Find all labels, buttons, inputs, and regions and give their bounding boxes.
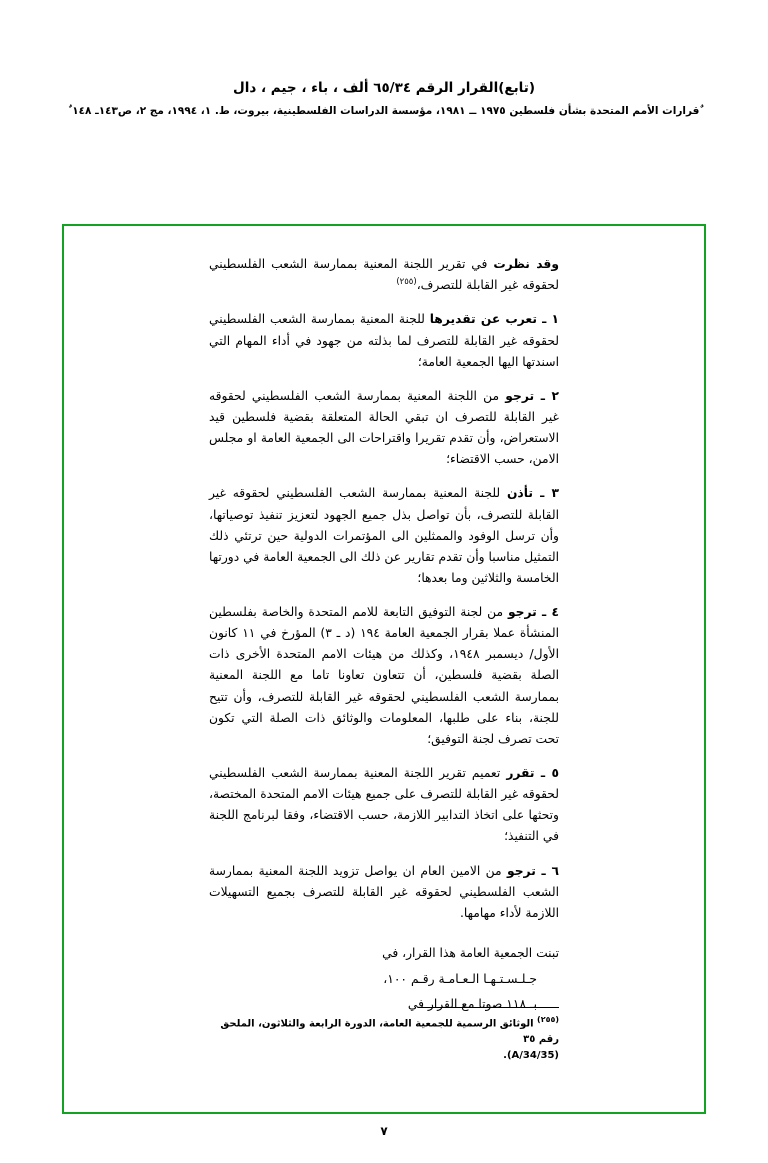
paragraph-item-2-text: من اللجنة المعنية بممارسة الشعب الفلسطيني لحقوقه غير القابلة للتصرف ان تبقي الحالة المتعلقة بقضية فلسطين قيد الاستعراض، وأن تقدم تقريرا واقتراحات الى الجمعية العامة او مجلس الامن، حسب الاقتضاء؛: [209, 388, 559, 467]
paragraph-intro: [209, 254, 559, 296]
content-frame: [62, 224, 706, 1114]
paragraph-intro-lead: وقد نظرت: [493, 257, 559, 271]
paragraph-item-1: [209, 309, 559, 372]
paragraph-item-3: [209, 483, 559, 589]
paragraph-item-5-text: تعميم تقرير اللجنة المعنية بممارسة الشعب الفلسطيني لحقوقه غير القابلة للتصرف على جميع هيئات الامم المتحدة المختصة، وتحثها على اتخاذ التدابير اللازمة، حسب الاقتضاء، وفقا لبرنامج اللجنة في التنفيذ؛: [209, 766, 559, 844]
page-title: (تابع)القرار الرقم ٦٥/٣٤ ألف ، باء ، جيم ، دال: [233, 80, 535, 96]
paragraph-item-5-lead: ٥ ـ تقرر: [506, 766, 559, 781]
paragraph-item-6-lead: ٦ ـ ترجو: [506, 863, 559, 878]
paragraph-item-1-text: للجنة المعنية بممارسة الشعب الفلسطيني لحقوقه غير القابلة للتصرف لما بذلته من جهود في أداء المهام التي اسندتها اليها الجمعية العامة؛: [209, 312, 559, 369]
page-source-citation: ٌقرارات الأمم المتحدة بشأن فلسطين ١٩٧٥ ــ ١٩٨١، مؤسسة الدراسات الفلسطينية، بيروت، ط. ١، ١٩٩٤، مج ٢، ص١٤٣ـ ١٤٨ ٌ: [68, 105, 700, 118]
paragraph-intro-text: في تقرير اللجنة المعنية بممارسة الشعب الفلسطيني لحقوقه غير القابلة للتصرف،: [209, 257, 559, 293]
resolution-body: [209, 254, 559, 1021]
adoption-line-1: تبنت الجمعية العامة هذا القرار، في: [382, 946, 559, 961]
adoption-line-3: بـ ١١٨ صوتا مع القرار في: [407, 997, 537, 1012]
page-number: ٧: [380, 1124, 388, 1138]
footnote-separator: [419, 1007, 559, 1008]
paragraph-item-4-text: من لجنة التوفيق التابعة للامم المتحدة والخاصة بفلسطين المنشأة عملا بقرار الجمعية العامة ١٩٤ (د ـ ٣) المؤرخ في ١١ كانون الأول/ ديسمبر ١٩٤٨، وكذلك من هيئات الامم المتحدة الأخرى ذات الصلة بقضية فلسطين، أن تتعاون تعاونا تاما مع اللجنة المعنية بممارسة الشعب الفلسطيني لحقوقه غير القابلة للتصرف، وأن تتيح للجنة، بناء على طلبها، المعلومات والوثائق ذات الصلة التي تكون تحت تصرف لجنة التوفيق؛: [209, 605, 559, 746]
footnote-block: [209, 1007, 559, 1064]
paragraph-item-2: [209, 386, 559, 471]
paragraph-item-6: [209, 861, 559, 924]
footnote-text-line-2: (A/34/35).: [503, 1050, 559, 1061]
adoption-line-2: جـلـسـتـهـا الـعـامـة رقـم ١٠٠،: [383, 971, 537, 986]
paragraph-item-5: [209, 763, 559, 848]
document-page: [0, 78, 768, 1163]
paragraph-item-1-lead: ١ ـ تعرب عن تقديرها: [429, 312, 559, 327]
footnote-text-line-1: [209, 1014, 559, 1048]
paragraph-item-3-lead: ٣ ـ تأذن: [506, 486, 559, 501]
footnote-ref-255: (٢٥٥): [396, 277, 417, 288]
paragraph-item-4-lead: ٤ ـ ترجو: [507, 605, 559, 620]
footnote-marker: (٢٥٥): [537, 1014, 559, 1024]
paragraph-item-4: [209, 602, 559, 750]
adoption-note: [209, 944, 559, 1015]
footnote-citation: الوثائق الرسمية للجمعية العامة، الدورة الرابعة والثلاثون، الملحق رقم ٣٥: [220, 1018, 559, 1045]
page-header: [0, 78, 768, 120]
paragraph-item-3-text: للجنة المعنية بممارسة الشعب الفلسطيني لحقوقه غير القابلة للتصرف، بأن تواصل بذل جميع الجهود لتعزيز تنفيذ توصياتها، وأن ترسل الوفود والممثلين الى المؤتمرات الدولية حين ترتئي ذلك التمثيل مناسبا وأن تقدم تقارير عن ذلك الى الجمعية العامة في دورتها الخامسة والثلاثين وما بعدها؛: [209, 486, 559, 585]
paragraph-item-6-text: من الامين العام ان يواصل تزويد اللجنة المعنية بممارسة الشعب الفلسطيني لحقوقه غير القابلة للتصرف بجميع التسهيلات اللازمة لأداء مهامها.: [209, 863, 559, 920]
paragraph-item-2-lead: ٢ ـ ترجو: [505, 388, 559, 403]
